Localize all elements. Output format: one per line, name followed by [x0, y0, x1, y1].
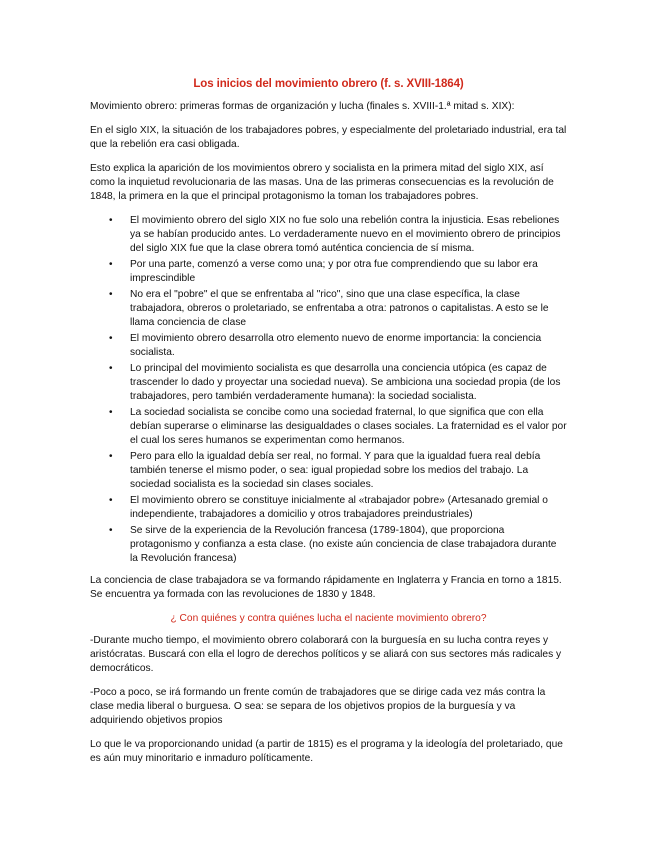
list-item-text: Lo principal del movimiento socialista es que desarrolla una conciencia utópica (es capaz de trascender lo dado y proyectar una sociedad nueva). Se ambiciona una sociedad propia (de los trabajadores, pero también verdaderamente humana): la sociedad socialista. — [130, 363, 561, 402]
bullet-icon: • — [109, 333, 113, 344]
list-item-text: El movimiento obrero se constituye inicialmente al «trabajador pobre» (Artesanado gremial o independiente, trabajadores a domicilio y otros trabajadores preindustriales) — [130, 495, 548, 520]
bullet-icon: • — [109, 407, 113, 418]
intro-paragraph: Movimiento obrero: primeras formas de organización y lucha (finales s. XVIII-1.ª mitad s. XIX): — [90, 101, 515, 112]
list-item — [109, 362, 567, 404]
list-item-text: El movimiento obrero desarrolla otro elemento nuevo de enorme importancia: la conciencia socialista. — [130, 333, 542, 358]
list-item-text: No era el "pobre" el que se enfrentaba al "rico", sino que una clase específica, la clase trabajadora, obreros o proletariado, se enfrentaba a otra: patronos o capitalistas. A esto se le llama conciencia de clase — [130, 289, 549, 328]
list-item-text: Por una parte, comenzó a verse como una; y por otra fue comprendiendo que su labor era imprescindible — [130, 259, 538, 284]
paragraph-class-consciousness: La conciencia de clase trabajadora se va formando rápidamente en Inglaterra y Francia en torno a 1815. Se encuentra ya formada con las revoluciones de 1830 y 1848. — [90, 575, 562, 600]
bullet-list — [90, 214, 567, 566]
list-item-text: Se sirve de la experiencia de la Revolución francesa (1789-1804), que proporciona protagonismo y confianza a esta clase. (no existe aún conciencia de clase trabajadora durante la Revolución francesa) — [130, 525, 557, 564]
list-item-text: El movimiento obrero del siglo XIX no fue solo una rebelión contra la injusticia. Esas rebeliones ya se habían producido antes. Lo verdaderamente nuevo en el movimiento obrero de principios del siglo XIX fue que la clase obrera tomó auténtica conciencia de sí misma. — [130, 215, 561, 254]
bullet-icon: • — [109, 215, 113, 226]
paragraph-unity: Lo que le va proporcionando unidad (a partir de 1815) es el programa y la ideología del proletariado, que es aún muy minoritario e inmaduro políticamente. — [90, 739, 563, 764]
list-item-text: Pero para ello la igualdad debía ser real, no formal. Y para que la igualdad fuera real debía también tenerse el mismo poder, o sea: igual propiedad sobre los medios del trabajo. La sociedad socialista es la sociedad sin clases sociales. — [130, 451, 541, 490]
list-item — [109, 258, 567, 286]
bullet-icon: • — [109, 363, 113, 374]
bullet-icon: • — [109, 525, 113, 536]
paragraph-situation: En el siglo XIX, la situación de los trabajadores pobres, y especialmente del proletariado industrial, era tal que la rebelión era casi obligada. — [90, 125, 567, 150]
bullet-icon: • — [109, 495, 113, 506]
paragraph-common-front: -Poco a poco, se irá formando un frente común de trabajadores que se dirige cada vez más contra la clase media liberal o burguesa. O sea: se separa de los objetivos propios de la burguesía y va adquiriendo objetivos propios — [90, 687, 546, 726]
list-item — [109, 288, 567, 330]
document-title: Los inicios del movimiento obrero (f. s. XVIII-1864) — [193, 78, 464, 90]
bullet-icon: • — [109, 451, 113, 462]
paragraph-explanation: Esto explica la aparición de los movimientos obrero y socialista en la primera mitad del siglo XIX, así como la inquietud revolucionaria de las masas. Una de las primeras consecuencias es la revolución de 1848, la primera en la que el principal protagonismo la toman los trabajadores pobres. — [90, 163, 554, 202]
list-item — [109, 332, 567, 360]
bullet-icon: • — [109, 259, 113, 270]
paragraph-collaboration: -Durante mucho tiempo, el movimiento obrero colaborará con la burguesía en su lucha contra reyes y aristócratas. Buscará con ella el logro de derechos políticos y se aliará con sus sectores más radicales y democráticos. — [90, 635, 562, 674]
list-item — [109, 214, 567, 256]
section-question: ¿ Con quiénes y contra quiénes lucha el naciente movimiento obrero? — [170, 613, 487, 624]
list-item — [109, 494, 567, 522]
list-item — [109, 524, 567, 566]
bullet-icon: • — [109, 289, 113, 300]
list-item-text: La sociedad socialista se concibe como una sociedad fraternal, lo que significa que con ella debían superarse o eliminarse las desigualdades o clases sociales. La fraternidad es el valor por el cual los seres humanos se experimentan como hermanos. — [130, 407, 567, 446]
list-item — [109, 450, 567, 492]
list-item — [109, 406, 567, 448]
